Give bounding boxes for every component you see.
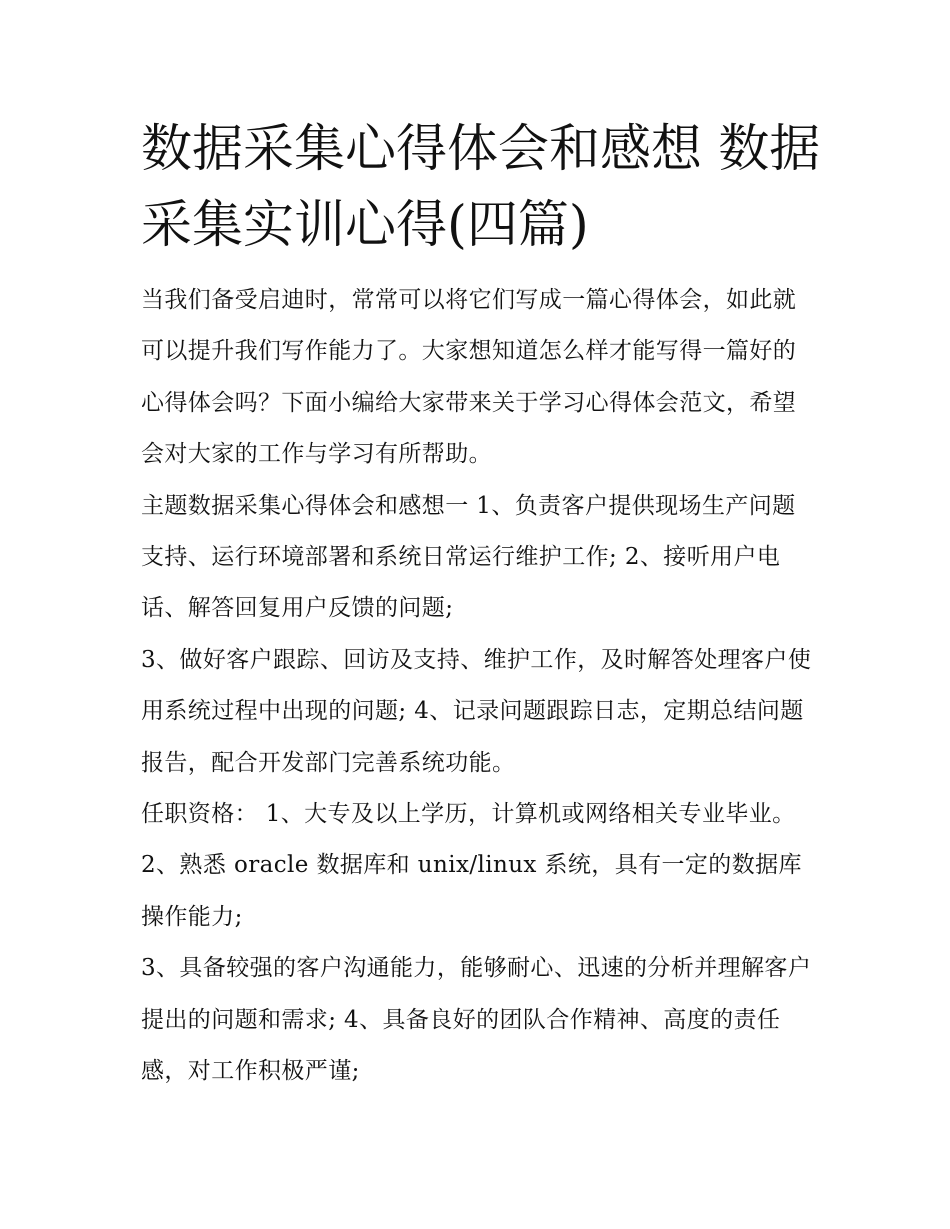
paragraph-intro: 当我们备受启迪时，常常可以将它们写成一篇心得体会，如此就可以提升我们写作能力了。大家想知道怎么样才能写得一篇好的心得体会吗？下面小编给大家带来关于学习心得体会范文，希望会对大家的工作与学习有所帮助。 [141,287,797,468]
paragraph-duties-1: 主题数据采集心得体会和感想一 1、负责客户提供现场生产问题支持、运行环境部署和系统日常运行维护工作; 2、接听用户电话、解答回复用户反馈的问题; [141,492,796,622]
paragraph-qualifications-2: 3、具备较强的客户沟通能力，能够耐心、迅速的分析并理解客户提出的问题和需求; 4、具备良好的团队合作精神、高度的责任感，对工作积极严谨; [141,955,812,1085]
document-title: 数据采集心得体会和感想 数据采集实训心得(四篇) [141,120,821,255]
document-body [141,275,817,1098]
paragraph-qualifications-1: 任职资格： 1、大专及以上学历，计算机或网络相关专业毕业。 2、熟悉 oracle 数据库和 unix/linux 系统，具有一定的数据库操作能力; [141,801,802,930]
paragraph-duties-2: 3、做好客户跟踪、回访及支持、维护工作，及时解答处理客户使用系统过程中出现的问题; 4、记录问题跟踪日志，定期总结问题报告，配合开发部门完善系统功能。 [141,646,812,776]
